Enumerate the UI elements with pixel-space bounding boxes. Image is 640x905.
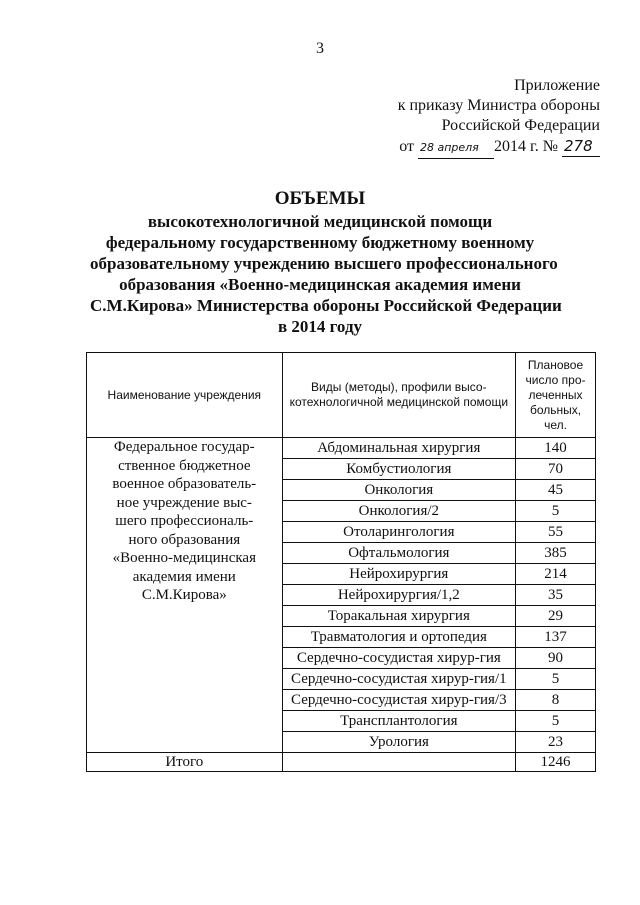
- institution-line: шего профессиональ-: [115, 513, 254, 529]
- table-row: [87, 438, 596, 459]
- total-value: 1246: [516, 753, 596, 772]
- institution-line: академия имени: [132, 568, 236, 585]
- handwritten-order-number: 278: [562, 136, 600, 157]
- date-prefix: от: [399, 138, 414, 155]
- profile-cell: Офтальмология: [282, 543, 515, 564]
- heading-line: образования «Военно-медицинская академия имени: [119, 275, 521, 294]
- total-empty-cell: [282, 753, 515, 772]
- appendix-title: Приложение: [514, 77, 600, 94]
- appendix-block: [360, 76, 600, 159]
- profile-cell: Онкология/2: [282, 501, 515, 522]
- institution-line: ного образования: [128, 531, 241, 548]
- document-heading: [90, 188, 562, 337]
- profile-cell: Сердечно-сосудистая хирур-гия/3: [282, 690, 515, 711]
- plan-cell: 90: [516, 648, 596, 669]
- header-plan: Плановое число про-леченных больных, чел.: [516, 353, 596, 438]
- plan-cell: 23: [516, 732, 596, 753]
- profile-cell: Нейрохирургия: [282, 564, 515, 585]
- profile-cell: Урология: [282, 732, 515, 753]
- appendix-order-ref: к приказу Министра обороны: [397, 97, 600, 114]
- profile-cell: Травматология и ортопедия: [282, 627, 515, 648]
- heading-line: в 2014 году: [277, 317, 363, 336]
- institution-line: Федеральное государ-: [113, 439, 255, 455]
- heading-line: образовательному учреждению высшего профессионального: [90, 254, 558, 273]
- plan-cell: 214: [516, 564, 596, 585]
- plan-cell: 29: [516, 606, 596, 627]
- profile-cell: Отоларингология: [282, 522, 515, 543]
- plan-cell: 45: [516, 480, 596, 501]
- institution-line: С.М.Кирова»: [141, 587, 227, 603]
- profile-cell: Комбустиология: [282, 459, 515, 480]
- institution-line: ственное бюджетное: [118, 457, 251, 474]
- header-institution: Наименование учреждения: [87, 353, 283, 438]
- plan-cell: 5: [516, 711, 596, 732]
- heading-title: ОБЪЕМЫ: [274, 188, 366, 209]
- page-number: 3: [316, 40, 324, 57]
- total-row: [87, 753, 596, 772]
- appendix-date-line: [360, 136, 600, 159]
- volumes-table: [86, 352, 596, 772]
- profile-cell: Сердечно-сосудистая хирур-гия/1: [282, 669, 515, 690]
- table-header-row: [87, 353, 596, 438]
- profile-cell: Торакальная хирургия: [282, 606, 515, 627]
- heading-line: высокотехнологичной медицинской помощи: [147, 212, 493, 231]
- profile-cell: Трансплантология: [282, 711, 515, 732]
- profile-cell: Сердечно-сосудистая хирур-гия: [282, 648, 515, 669]
- institution-line: «Военно-медицинская: [112, 550, 256, 566]
- profile-cell: Онкология: [282, 480, 515, 501]
- plan-cell: 137: [516, 627, 596, 648]
- plan-cell: 70: [516, 459, 596, 480]
- heading-line: федеральному государственному бюджетному военному: [105, 233, 535, 252]
- institution-cell: [87, 438, 283, 753]
- handwritten-date: 28 апреля: [418, 138, 494, 159]
- plan-cell: 5: [516, 501, 596, 522]
- profile-cell: Нейрохирургия/1,2: [282, 585, 515, 606]
- plan-cell: 35: [516, 585, 596, 606]
- profile-cell: Абдоминальная хирургия: [282, 438, 515, 459]
- plan-cell: 8: [516, 690, 596, 711]
- header-profiles: Виды (методы), профили высо-котехнологичной медицинской помощи: [282, 353, 515, 438]
- plan-cell: 55: [516, 522, 596, 543]
- plan-cell: 5: [516, 669, 596, 690]
- plan-cell: 140: [516, 438, 596, 459]
- plan-cell: 385: [516, 543, 596, 564]
- institution-line: ное учреждение выс-: [116, 494, 252, 511]
- appendix-federation: Российской Федерации: [441, 117, 600, 134]
- heading-line: С.М.Кирова» Министерства обороны Российской Федерации: [90, 296, 562, 315]
- year-number-label: 2014 г. №: [493, 138, 558, 155]
- institution-line: военное образователь-: [112, 476, 257, 492]
- total-label: Итого: [87, 753, 283, 772]
